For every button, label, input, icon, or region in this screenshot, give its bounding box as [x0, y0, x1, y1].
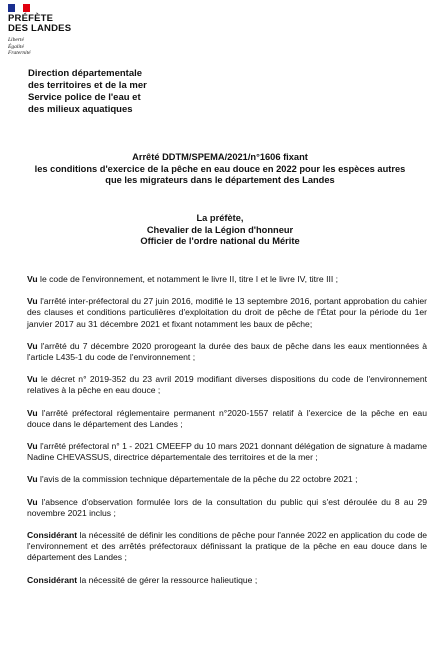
visa-text: l'arrêté du 7 décembre 2020 prorogeant la durée des baux de pêche dans les eaux mentionnées à l'article L435-1 du code de l'environnement ;: [27, 340, 427, 363]
visa-keyword: Vu: [27, 496, 38, 507]
direction-block: [28, 68, 228, 116]
visa-paragraph: [27, 341, 427, 363]
flag-icon: [8, 4, 30, 12]
logo-line-1: PRÉFÈTE: [8, 13, 54, 24]
direction-line: des milieux aquatiques: [28, 104, 133, 115]
motto: [8, 37, 88, 57]
visa-text: l'absence d'observation formulée lors de la consultation du public qui s'est déroulée du 8 au 29 novembre 2021 inclus ;: [27, 496, 427, 518]
visa-paragraph: [27, 274, 427, 285]
flag-white: [15, 4, 22, 12]
visa-keyword: Vu: [27, 441, 38, 452]
visa-keyword: Vu: [27, 474, 38, 485]
arrete-title: [10, 152, 430, 187]
visa-text: l'arrêté préfectoral n° 1 - 2021 CMEEFP du 10 mars 2021 donnant délégation de signature à madame Nadine CHEVASSUS, directrice départementale des territoires et de la mer ;: [27, 441, 427, 463]
considerant-text: la nécessité de définir les conditions de pêche pour l'année 2022 en application du code de l'environnement et des arrêtés préfectoraux définissant la pratique de la pêche en eau douce dans le département des Landes ;: [27, 530, 427, 563]
visa-paragraph: [27, 497, 427, 519]
document-body: [27, 274, 427, 597]
visa-text: le décret n° 2019-352 du 23 avril 2019 modifiant diverses dispositions du code de l'environnement relatives à la pêche en eau douce ;: [27, 374, 427, 396]
arrete-line: les conditions d'exercice de la pêche en eau douce en 2022 pour les espèces autres: [34, 163, 406, 174]
prefete-block: [10, 213, 430, 248]
visa-text: le code de l'environnement, et notamment le livre II, titre I et le livre IV, titre III ;: [37, 274, 339, 284]
visa-paragraph: [27, 374, 427, 396]
prefete-line: La préfète,: [196, 213, 244, 223]
considerant-paragraph: [27, 575, 427, 586]
considerant-keyword: Considérant: [27, 574, 78, 585]
direction-line: Service police de l'eau et: [28, 92, 141, 103]
visa-text: l'avis de la commission technique départementale de la pêche du 22 octobre 2021 ;: [37, 474, 358, 485]
considerant-keyword: Considérant: [27, 530, 78, 541]
visa-paragraph: [27, 441, 427, 463]
visa-paragraph: [27, 408, 427, 430]
considerant-paragraph: [27, 530, 427, 564]
arrete-line: que les migrateurs dans le département des Landes: [105, 175, 335, 185]
considerant-text: la nécessité de gérer la ressource halieutique ;: [77, 574, 258, 585]
direction-line: des territoires et de la mer: [28, 80, 147, 91]
visa-keyword: Vu: [27, 340, 38, 351]
prefete-line: Chevalier de la Légion d'honneur: [146, 224, 294, 235]
visa-paragraph: [27, 474, 427, 485]
arrete-line: Arrêté DDTM/SPEMA/2021/n°1606 fixant: [132, 152, 308, 162]
visa-keyword: Vu: [27, 296, 38, 307]
visa-paragraph: [27, 296, 427, 330]
motto-liberte: Liberté: [8, 37, 24, 43]
visa-keyword: Vu: [27, 374, 38, 385]
logo-line-2: DES LANDES: [8, 23, 72, 34]
direction-line: Direction départementale: [28, 68, 143, 79]
visa-keyword: Vu: [27, 407, 38, 418]
prefecture-logo: [8, 4, 88, 57]
motto-fraternite: Fraternité: [8, 50, 31, 56]
visa-keyword: Vu: [27, 274, 38, 284]
prefete-line: Officier de l'ordre national du Mérite: [140, 236, 300, 246]
visa-text: l'arrêté inter-préfectoral du 27 juin 2016, modifié le 13 septembre 2016, portant approbation du cahier des clauses et conditions particulières d'exploitation du droit de pêche de l'État pour la période du 1er janvier 2017 au 31 décembre 2021 et fixant notamment les baux de pêche;: [27, 296, 427, 329]
flag-red: [23, 4, 30, 12]
motto-egalite: Égalité: [8, 43, 24, 50]
visa-text: l'arrêté préfectoral réglementaire permanent n°2020-1557 relatif à l'exercice de la pêche en eau douce dans le département des Landes ;: [27, 407, 427, 429]
flag-blue: [8, 4, 15, 12]
